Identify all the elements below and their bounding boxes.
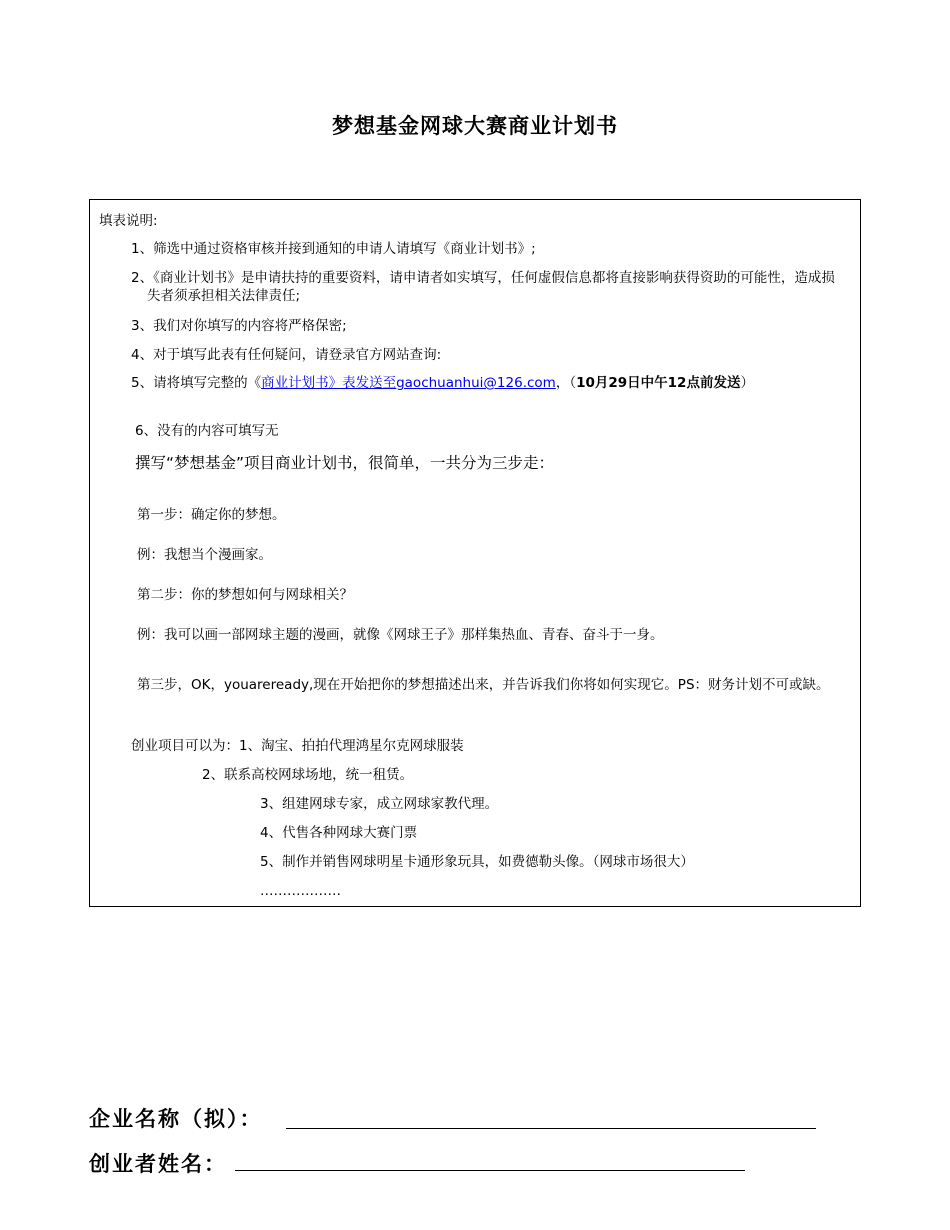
company-name-label: 企业名称（拟）： [89, 1107, 263, 1131]
founder-name-field[interactable] [235, 1170, 745, 1171]
guide-example-2: 例：我可以画一部网球主题的漫画，就像《网球王子》那样集热血、青春、奋斗于一身。 [137, 627, 664, 643]
company-name-field[interactable] [286, 1128, 816, 1129]
project-ellipsis: ……………… [260, 883, 341, 899]
instructions-heading: 填表说明: [99, 213, 158, 229]
instruction-item-5 [131, 374, 846, 392]
deadline-text: 10月29日中午12点前发送 [576, 375, 741, 391]
project-item-1: 1、淘宝、拍拍代理鸿星尔克网球服装 [239, 738, 464, 754]
instruction-item-6: 6、没有的内容可填写无 [135, 423, 279, 439]
project-item-2: 2、联系高校网球场地，统一租赁。 [202, 767, 414, 783]
instruction-item-2-text: 2、《商业计划书》是申请扶持的重要资料，请申请者如实填写，任何虚假信息都将直接影响获得资助的可能性，造成损失者须承担相关法律责任; [131, 270, 835, 304]
instruction-item-3: 3、我们对你填写的内容将严格保密; [131, 318, 347, 334]
business-plan-link[interactable]: 商业计划书》表发送至 [261, 375, 397, 391]
guide-step-1: 第一步：确定你的梦想。 [137, 507, 286, 523]
projects-label-line [131, 737, 464, 755]
guide-example-1: 例：我想当个漫画家。 [137, 547, 272, 563]
project-item-3: 3、组建网球专家，成立网球家教代理。 [260, 796, 499, 812]
instruction-item-1: 1、筛选中通过资格审核并接到通知的申请人请填写《商业计划书》; [131, 241, 536, 257]
project-item-5: 5、制作并销售网球明星卡通形象玩具，如费德勒头像。（网球市场很大） [260, 854, 694, 870]
instruction-item-2 [131, 269, 837, 305]
instruction-item-4: 4、对于填写此表有任何疑问，请登录官方网站查询: [131, 347, 442, 363]
email-link[interactable]: gaochuanhui@126.com [396, 375, 556, 391]
guide-step-2: 第二步：你的梦想如何与网球相关？ [137, 587, 353, 603]
project-item-4: 4、代售各种网球大赛门票 [260, 825, 418, 841]
guide-step-3 [99, 676, 851, 694]
guide-step-3-text: 第三步，OK，youareready,现在开始把你的梦想描述出来，并告诉我们你将如何实现它。PS：财务计划不可或缺。 [137, 677, 830, 693]
projects-label: 创业项目可以为： [131, 738, 239, 754]
guide-intro: 撰写“梦想基金”项目商业计划书，很简单，一共分为三步走： [135, 454, 555, 472]
item5-separator: ，（ [555, 375, 577, 391]
instructions-box [89, 199, 861, 907]
item5-suffix: ） [740, 375, 754, 391]
item5-prefix: 5、请将填写完整的《 [131, 375, 262, 391]
founder-name-label: 创业者姓名： [89, 1152, 227, 1176]
document-title: 梦想基金网球大赛商业计划书 [332, 114, 618, 138]
